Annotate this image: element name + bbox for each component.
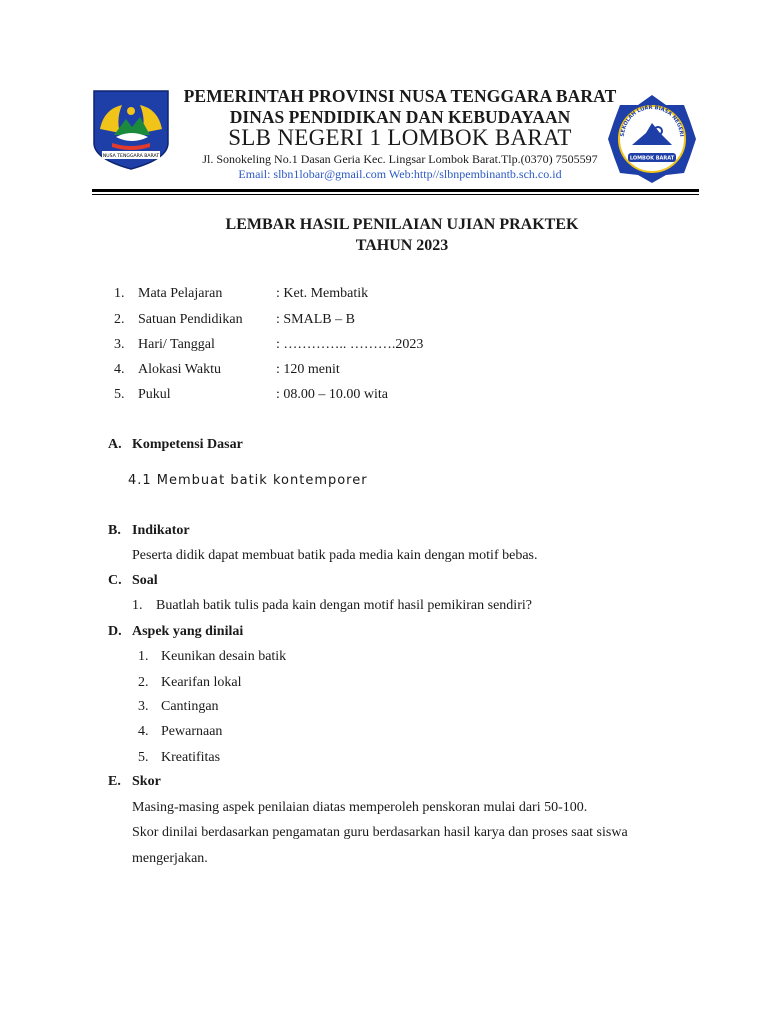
aspek-text: Kearifan lokal	[161, 675, 242, 690]
section-letter: E.	[108, 774, 121, 789]
section-title: Aspek yang dinilai	[132, 624, 244, 639]
aspek-num: 3.	[138, 699, 149, 714]
info-value: : ………….. ……….2023	[276, 337, 424, 352]
school-contact-link[interactable]: Email: slbn1lobar@gmail.com Web:http//slbnpembinantb.sch.co.id	[238, 167, 562, 181]
left-logo-caption: NUSA TENGGARA BARAT	[102, 154, 160, 159]
info-num: 1.	[114, 286, 125, 301]
soal-text: Buatlah batik tulis pada kain dengan motif hasil pemikiran sendiri?	[156, 598, 532, 613]
provincial-emblem-logo	[92, 89, 170, 171]
section-letter: C.	[108, 573, 122, 588]
aspek-text: Kreatifitas	[161, 750, 221, 765]
section-letter: A.	[108, 437, 122, 452]
kop-line-dinas: DINAS PENDIDIKAN DAN KEBUDAYAAN	[229, 107, 571, 127]
aspek-item	[138, 750, 220, 766]
kompetensi-dasar-text: 4.1 Membuat batik kontemporer	[128, 473, 368, 488]
aspek-item	[138, 724, 222, 740]
section-letter: B.	[108, 523, 121, 538]
aspek-num: 4.	[138, 724, 149, 739]
info-num: 5.	[114, 387, 125, 402]
aspek-text: Pewarnaan	[161, 724, 223, 739]
info-value: : 08.00 – 10.00 wita	[276, 387, 388, 402]
school-name: SLB NEGERI 1 LOMBOK BARAT	[228, 125, 572, 150]
document-year: TAHUN 2023	[355, 237, 449, 254]
info-label: Satuan Pendidikan	[138, 312, 243, 327]
soal-item	[132, 598, 532, 614]
info-num: 4.	[114, 362, 125, 377]
document-title: LEMBAR HASIL PENILAIAN UJIAN PRAKTEK	[225, 216, 579, 233]
aspek-item	[138, 675, 241, 691]
letterhead-divider-thick	[92, 189, 699, 192]
aspek-item	[138, 649, 286, 665]
info-label: Hari/ Tanggal	[138, 337, 215, 352]
soal-num: 1.	[132, 598, 143, 613]
aspek-num: 2.	[138, 675, 149, 690]
info-label: Alokasi Waktu	[138, 362, 221, 377]
aspek-item	[138, 699, 219, 715]
aspek-num: 1.	[138, 649, 149, 664]
section-d-heading	[108, 624, 243, 640]
info-value: : SMALB – B	[276, 312, 355, 327]
section-e-heading	[108, 774, 161, 790]
info-label: Mata Pelajaran	[138, 286, 223, 301]
kop-line-province: PEMERINTAH PROVINSI NUSA TENGGARA BARAT	[183, 86, 617, 106]
aspek-text: Cantingan	[161, 699, 219, 714]
aspek-text: Keunikan desain batik	[161, 649, 287, 664]
skor-paragraph-3: mengerjakan.	[132, 851, 208, 866]
section-title: Soal	[132, 573, 158, 588]
info-value: : Ket. Membatik	[276, 286, 369, 301]
indikator-text: Peserta didik dapat membuat batik pada media kain dengan motif bebas.	[132, 548, 538, 563]
section-c-heading	[108, 573, 158, 589]
school-address: Jl. Sonokeling No.1 Dasan Geria Kec. Lingsar Lombok Barat.Tlp.(0370) 7505597	[202, 152, 598, 166]
section-letter: D.	[108, 624, 122, 639]
skor-paragraph-2: Skor dinilai berdasarkan pengamatan guru berdasarkan hasil karya dan proses saat siswa	[132, 825, 628, 840]
letterhead-divider-thin	[92, 194, 699, 195]
right-logo-band-text: LOMBOK BARAT	[629, 155, 675, 162]
right-logo-arc-text: SEKOLAH LUAR BIASA NEGERI	[619, 104, 685, 137]
section-b-heading	[108, 523, 190, 539]
section-title: Indikator	[132, 523, 190, 538]
info-label: Pukul	[138, 387, 171, 402]
section-a-heading	[108, 437, 243, 453]
aspek-num: 5.	[138, 750, 149, 765]
info-num: 2.	[114, 312, 125, 327]
info-num: 3.	[114, 337, 125, 352]
info-value: : 120 menit	[276, 362, 340, 377]
section-title: Skor	[132, 774, 161, 789]
section-title: Kompetensi Dasar	[132, 437, 243, 452]
skor-paragraph-1: Masing-masing aspek penilaian diatas memperoleh penskoran mulai dari 50-100.	[132, 800, 588, 815]
